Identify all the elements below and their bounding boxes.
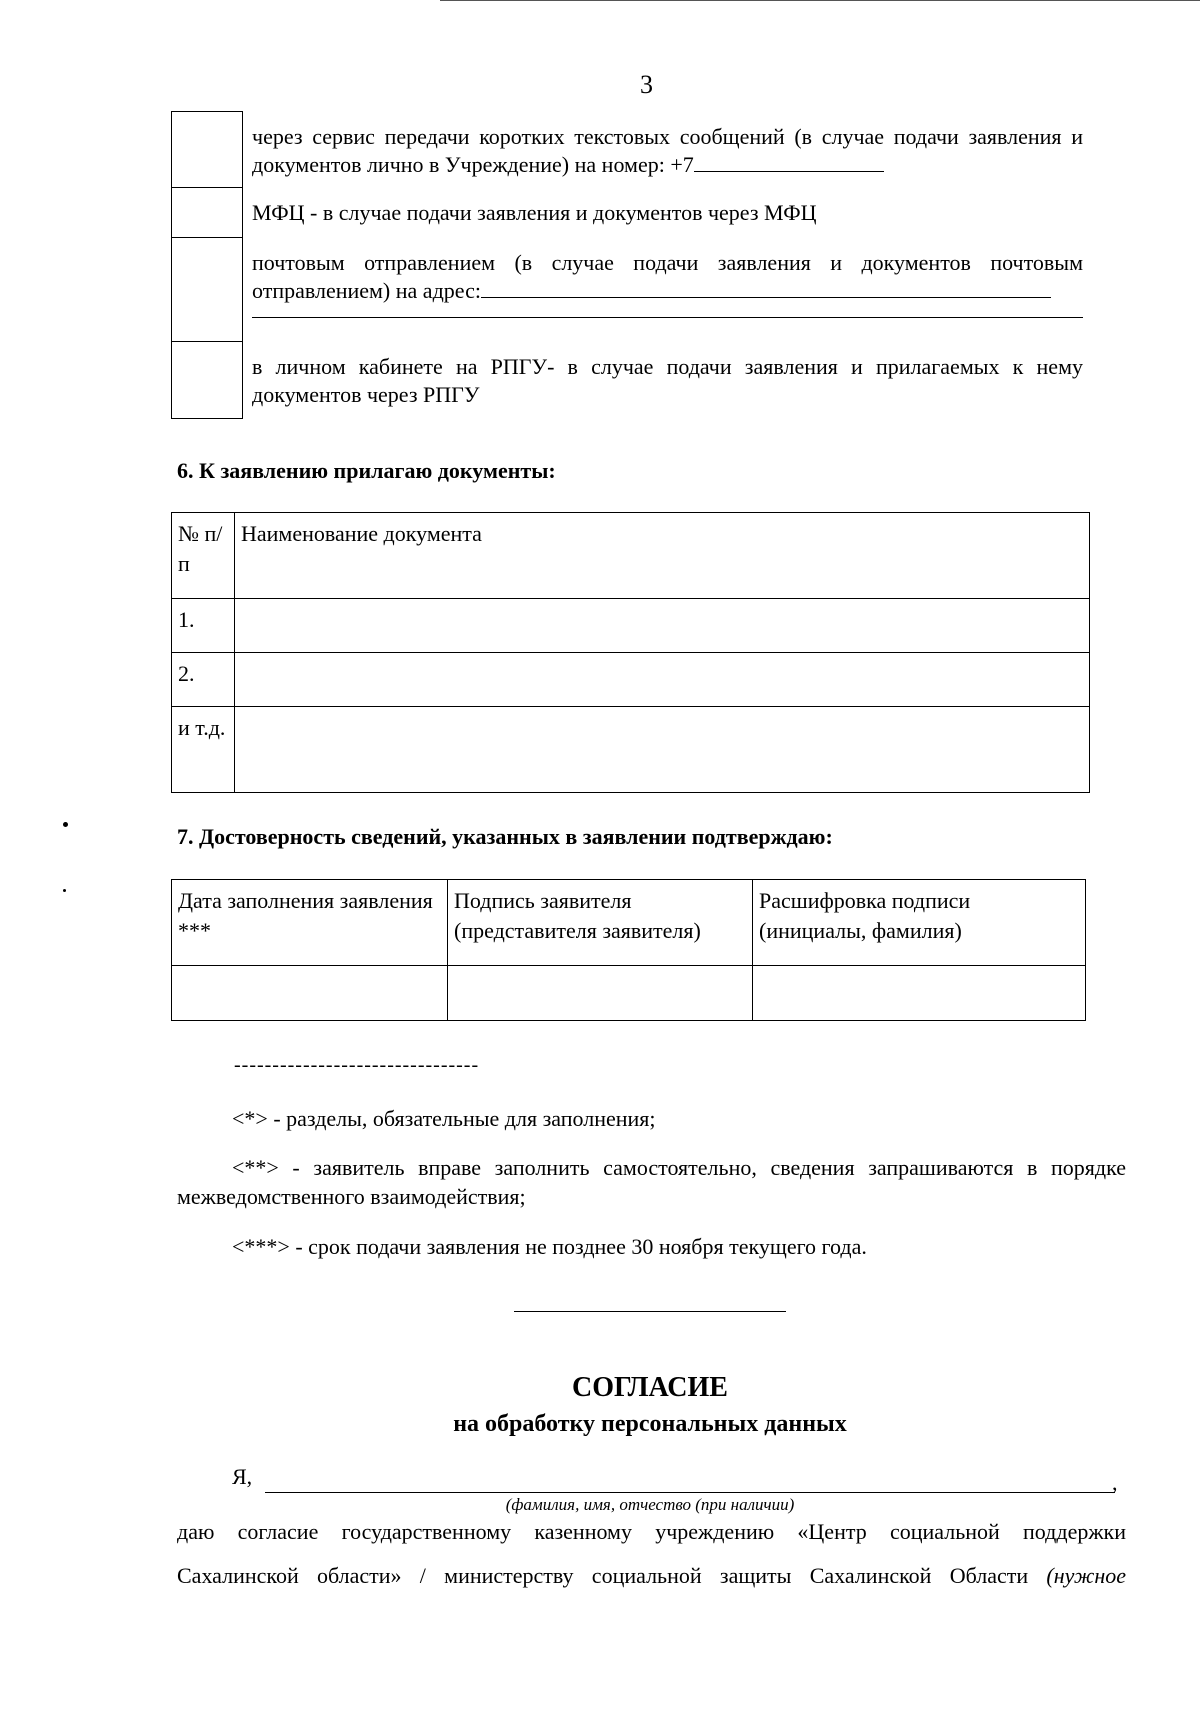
fio-field[interactable] — [265, 1492, 1115, 1493]
fio-comma: , — [1112, 1470, 1118, 1495]
document-name-cell[interactable] — [235, 653, 1090, 707]
delivery-options — [171, 111, 1083, 419]
option-mfc-checkbox[interactable] — [171, 187, 243, 237]
option-mfc-text: МФЦ - в случае подачи заявления и документов через МФЦ — [252, 200, 817, 225]
col-number-header: № п/п — [172, 513, 235, 599]
consent-title: СОГЛАСИЕ — [572, 1372, 728, 1403]
decode-cell[interactable] — [753, 966, 1086, 1021]
col-signature-header: Подпись заявителя (представителя заявителя) — [448, 880, 753, 966]
table-row — [172, 707, 1090, 793]
row-number: и т.д. — [172, 707, 235, 793]
phone-number-field[interactable] — [694, 153, 884, 172]
section-divider — [514, 1311, 786, 1312]
signature-table — [171, 879, 1086, 1021]
fio-hint: (фамилия, имя, отчество (при наличии) — [505, 1495, 795, 1514]
signature-cell[interactable] — [448, 966, 753, 1021]
footnote-1: <*> - разделы, обязательные для заполнения; — [232, 1106, 656, 1131]
col-decode-header: Расшифровка подписи (инициалы, фамилия) — [753, 880, 1086, 966]
consent-text-line2: Сахалинской области» / министерству социальной защиты Сахалинской Области (нужное — [177, 1563, 1127, 1588]
section6-heading: 6. К заявлению прилагаю документы: — [177, 458, 556, 483]
document-name-cell[interactable] — [235, 707, 1090, 793]
option-post — [171, 237, 1083, 341]
option-rpgu-checkbox[interactable] — [171, 341, 243, 419]
scan-dot — [63, 822, 68, 827]
document-name-cell[interactable] — [235, 599, 1090, 653]
page-number: 3 — [640, 70, 653, 99]
top-edge-line — [440, 0, 1200, 1]
option-mfc — [171, 187, 1083, 237]
option-post-checkbox[interactable] — [171, 237, 243, 341]
option-post-text: почтовым отправлением (в случае подачи заявления и документов почтовым отправлением) на адрес: — [243, 237, 1083, 341]
date-cell[interactable] — [172, 966, 448, 1021]
footnote-2: <**> - заявитель вправе заполнить самостоятельно, сведения запрашиваются в порядке межведомственного взаимодействия; — [177, 1155, 1126, 1209]
option-rpgu-text: в личном кабинете на РПГУ- в случае подачи заявления и прилагаемых к нему документов через РПГУ — [252, 354, 1083, 407]
address-field[interactable] — [481, 279, 1051, 298]
consent-ya: Я, — [232, 1464, 253, 1489]
footnote-separator: -------------------------------- — [234, 1054, 480, 1076]
consent-subtitle: на обработку персональных данных — [453, 1411, 847, 1437]
footnote-3: <***> - срок подачи заявления не позднее 30 ноября текущего года. — [232, 1234, 867, 1259]
section7-heading: 7. Достоверность сведений, указанных в заявлении подтверждаю: — [177, 824, 833, 849]
option-rpgu — [171, 341, 1083, 419]
option-sms — [171, 111, 1083, 187]
row-number: 2. — [172, 653, 235, 707]
address-field-line2[interactable] — [252, 305, 1083, 318]
scan-dot — [63, 889, 66, 892]
col-name-header: Наименование документа — [235, 513, 1090, 599]
row-number: 1. — [172, 599, 235, 653]
documents-table — [171, 512, 1090, 793]
col-date-header: Дата заполнения заявления *** — [172, 880, 448, 966]
consent-text-line1: даю согласие государственному казенному учреждению «Центр социальной поддержки — [177, 1519, 1126, 1544]
option-sms-text: через сервис передачи коротких текстовых сообщений (в случае подачи заявления и документов лично в Учреждение) на номер: +7 — [252, 124, 1083, 177]
table-row — [172, 599, 1090, 653]
option-sms-checkbox[interactable] — [171, 111, 243, 187]
table-row — [172, 653, 1090, 707]
